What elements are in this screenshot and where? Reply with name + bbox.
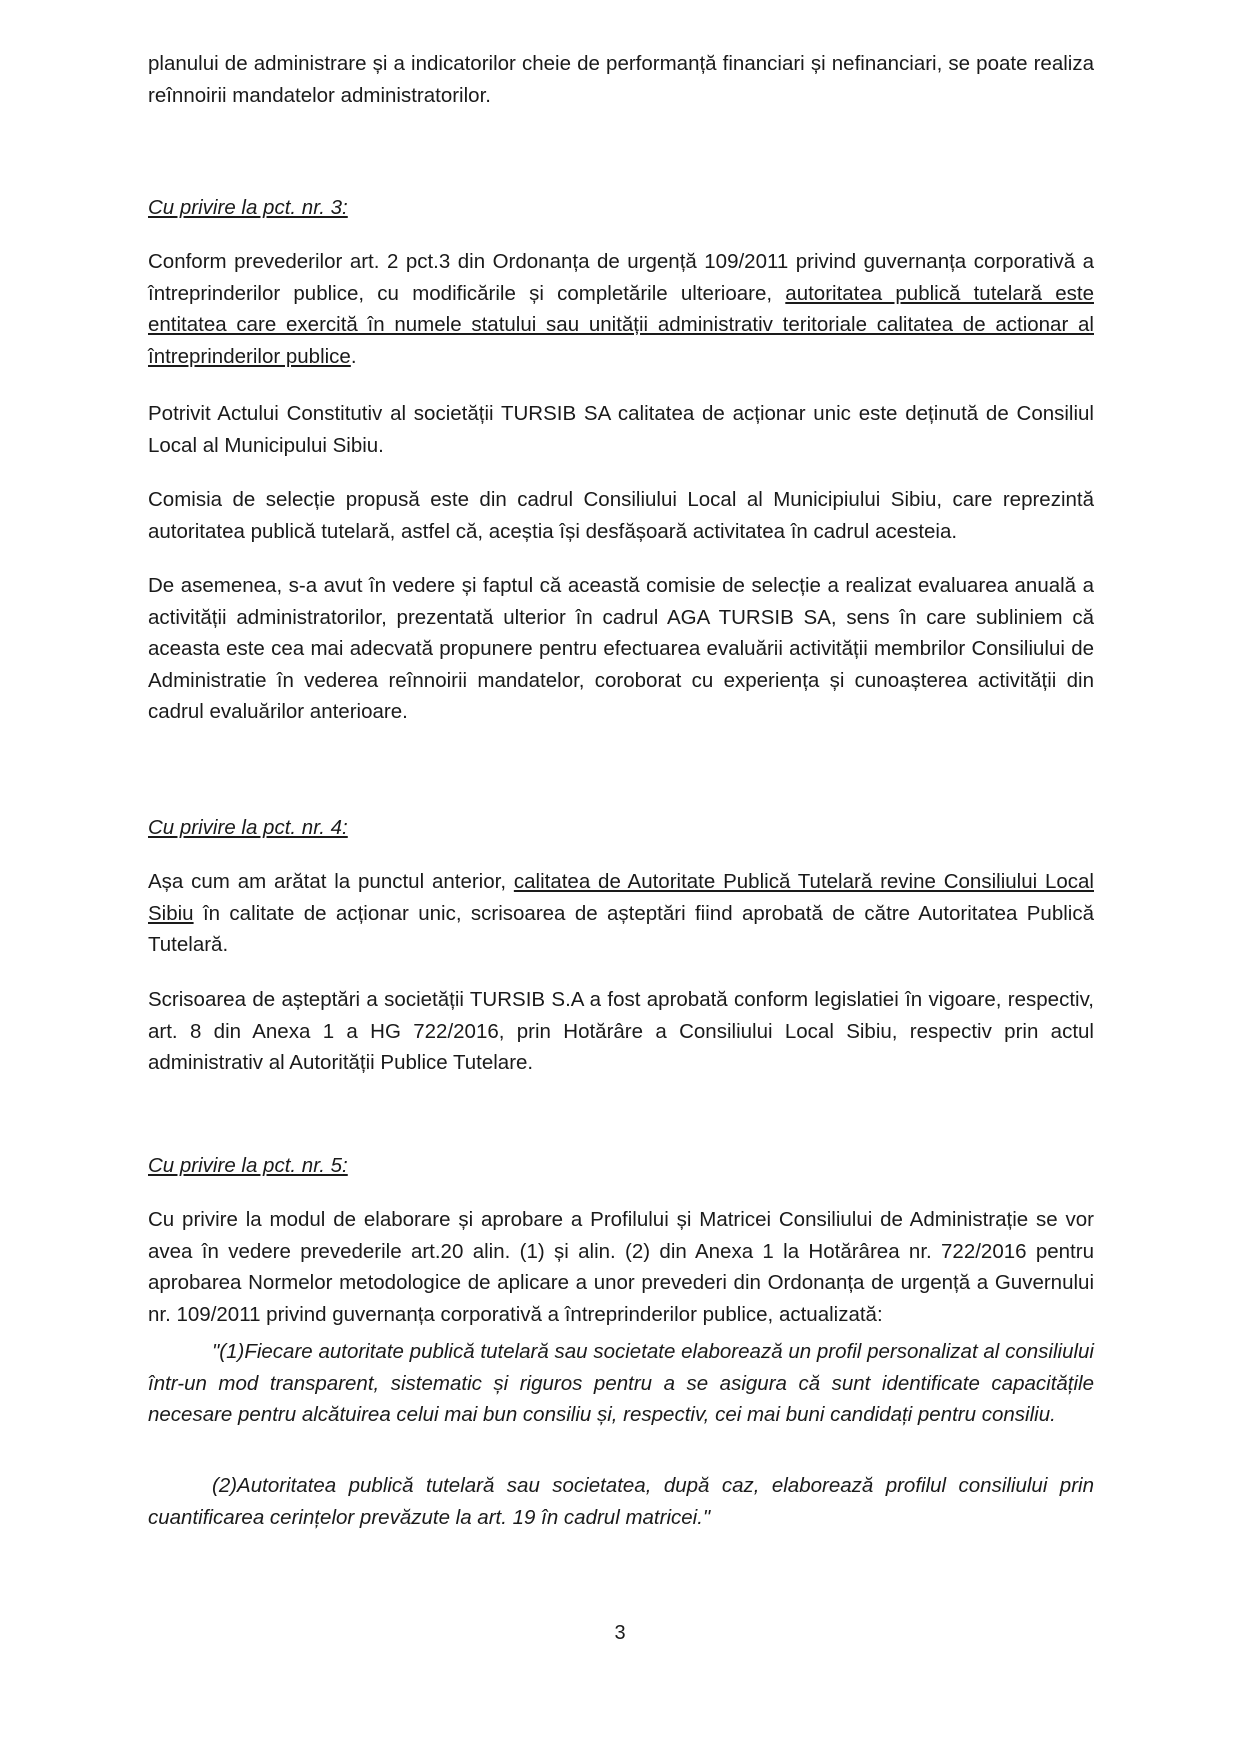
section-3-paragraph-2: Potrivit Actului Constitutiv al societății TURSIB SA calitatea de acționar unic este deținută de Consiliul Local al Municipului Sibiu. — [148, 402, 1094, 457]
page-number: 3 — [614, 1622, 626, 1644]
section-5-heading: Cu privire la pct. nr. 5: — [148, 1154, 348, 1177]
section-4-p1-rest: în calitate de acționar unic, scrisoarea de așteptări fiind aprobată de către Autoritatea Publică Tutelară. — [148, 901, 1094, 956]
section-3-paragraph-4: De asemenea, s-a avut în vedere și faptul că această comisie de selecție a realizat evaluarea anuală a activității administratorilor, prezentată ulterior în cadrul AGA TURSIB SA, sens în care subliniem că aceasta este cea mai adecvată propunere pentru efectuarea evaluării activității membrilor Consiliului de Administratie în vederea reînnoirii mandatelor, coroborat cu experiența și cunoașterea activității din cadrul evaluărilor anterioare. — [148, 574, 1094, 723]
intro-paragraph: planului de administrare și a indicatorilor cheie de performanță financiari și nefinanciari, se poate realiza reînnoirii mandatelor administratorilor. — [148, 52, 1094, 107]
section-3-heading: Cu privire la pct. nr. 3: — [148, 196, 348, 219]
section-5-paragraph-1: Cu privire la modul de elaborare și aprobare a Profilului și Matricei Consiliului de Administrație se vor avea în vedere prevederile art.20 alin. (1) și alin. (2) din Anexa 1 la Hotărârea nr. 722/2016 pentru aprobarea Normelor metodologice de aplicare a unor prevederi din Ordonanța de urgență a Guvernului nr. 109/2011 privind guvernanța corporativă a întreprinderilor publice, actualizată: — [148, 1208, 1094, 1326]
section-3-p1-end: . — [350, 344, 357, 368]
section-3-p1-text: Conform prevederilor art. 2 pct.3 din Ordonanța de urgență 109/2011 privind guvernanța corporativă a întreprinderilor publice, cu modificările și completările ulterioare, — [148, 250, 1094, 305]
section-4-p1-underlined: calitatea de Autoritate Publică Tutelară revine Consiliului Local Sibiu — [148, 870, 1094, 925]
section-3-p1-underlined: autoritatea publică tutelară este entitatea care exercită în numele statului sau unității administrativ teritoriale calitatea de actionar al întreprinderilor publice — [148, 281, 1094, 368]
section-4-p1-text: Așa cum am arătat la punctul anterior, — [148, 870, 514, 893]
section-5-quote-2: (2)Autoritatea publică tutelară sau societatea, după caz, elaborează profilul consiliului prin cuantificarea cerințelor prevăzute la art. 19 în cadrul matricei." — [148, 1474, 1094, 1529]
section-5-quote-1: "(1)Fiecare autoritate publică tutelară sau societate elaborează un profil personalizat al consiliului într-un mod transparent, sistematic și riguros pentru a se asigura că sunt identificate capacitățile necesare pentru alcătuirea celui mai bun consiliu și, respectiv, cei mai buni candidați pentru consiliu. — [148, 1340, 1094, 1426]
section-3-paragraph-1 — [148, 246, 1094, 372]
section-4-heading: Cu privire la pct. nr. 4: — [148, 816, 348, 839]
section-3-paragraph-3: Comisia de selecție propusă este din cadrul Consiliului Local al Municipiului Sibiu, care reprezintă autoritatea publică tutelară, astfel că, aceștia își desfășoară activitatea în cadrul acesteia. — [148, 488, 1094, 543]
section-4-paragraph-2: Scrisoarea de așteptări a societății TURSIB S.A a fost aprobată conform legislatiei în vigoare, respectiv, art. 8 din Anexa 1 a HG 722/2016, prin Hotărâre a Consiliului Local Sibiu, respectiv prin actul administrativ al Autorității Publice Tutelare. — [148, 988, 1094, 1074]
section-4-paragraph-1 — [148, 866, 1094, 961]
